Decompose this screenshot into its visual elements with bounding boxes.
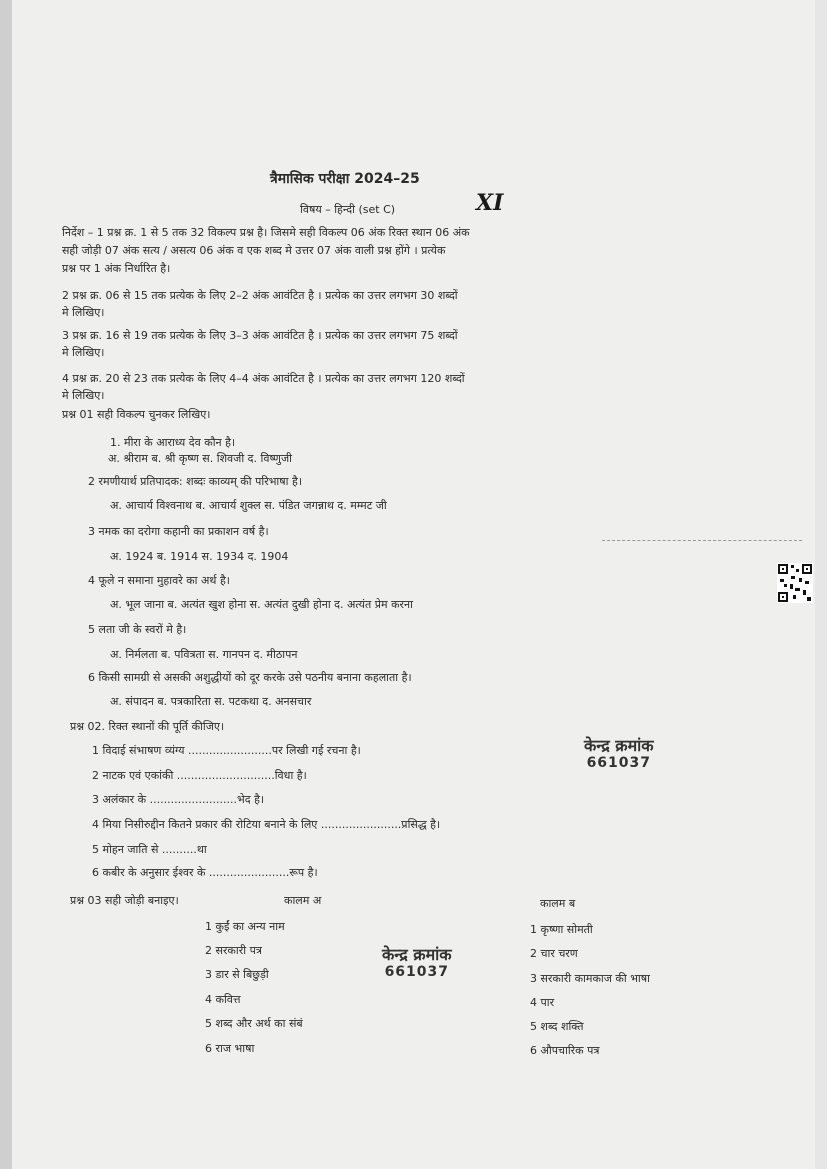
instruction-line: 2 प्रश्न क्र. 06 से 15 तक प्रत्येक के लिए 2–2 अंक आवंटित है । प्रत्येक का उत्तर लगभग 30 शब्दों (62, 289, 458, 302)
q3-col-b-title: कालम ब (540, 897, 576, 910)
q3-col-a-title: कालम अ (284, 894, 322, 907)
q1-question: 1. मीरा के आराध्य देव कौन है। (110, 436, 236, 449)
stamp-number: 661037 (586, 755, 652, 771)
q3-col-b-item: 1 कृष्णा सोमती (530, 923, 593, 936)
q1-options: अ. आचार्य विश्वनाथ ब. आचार्य शुक्ल स. पंडित जगन्नाथ द. मम्मट जी (110, 499, 387, 512)
instruction-line: मे लिखिए। (62, 389, 105, 402)
q1-options: अ. निर्मलता ब. पवित्रता स. गानपन द. मीठापन (110, 648, 298, 661)
q2-item: 2 नाटक एवं एकांकी ............................विधा है। (92, 769, 307, 782)
q3-col-a-item: 6 राज भाषा (205, 1042, 255, 1055)
q2-heading: प्रश्न 02. रिक्त स्थानों की पूर्ति कीजिए। (70, 720, 225, 733)
q3-col-a-item: 2 सरकारी पत्र (205, 944, 262, 957)
instruction-line: 3 प्रश्न क्र. 16 से 19 तक प्रत्येक के लिए 3–3 अंक आवंटित है । प्रत्येक का उत्तर लगभग 75 शब्दों (62, 329, 458, 342)
stamp-label: केन्द्र क्रमांक (584, 736, 654, 755)
q3-col-a-item: 3 डार से बिछुड़ी (205, 968, 269, 981)
instruction-line: निर्देश – 1 प्रश्न क्र. 1 से 5 तक 32 विकल्प प्रश्न है। जिसमे सही विकल्प 06 अंक रिक्त स्थान 06 अंक (62, 226, 470, 239)
exam-title: त्रैमासिक परीक्षा 2024–25 (270, 171, 420, 187)
center-code-stamp (584, 737, 654, 771)
q1-question: 4 फूले न समाना मुहावरे का अर्थ है। (88, 574, 230, 587)
q3-col-a-item: 4 कवित्त (205, 993, 241, 1006)
center-code-stamp (382, 946, 452, 980)
q1-options: अ. संपादन ब. पत्रकारिता स. पटकथा द. अनसचार (110, 695, 312, 708)
q1-question: 2 रमणीयार्थ प्रतिपादक: शब्दः काव्यम् की परिभाषा है। (88, 475, 302, 488)
divider-dashed (602, 540, 802, 541)
q3-col-b-item: 5 शब्द शक्ति (530, 1020, 584, 1033)
q3-col-b-item: 4 पार (530, 996, 555, 1009)
q1-options: अ. 1924 ब. 1914 स. 1934 द. 1904 (110, 550, 289, 563)
instruction-line: 4 प्रश्न क्र. 20 से 23 तक प्रत्येक के लिए 4–4 अंक आवंटित है । प्रत्येक का उत्तर लगभग 120 शब्दों (62, 372, 465, 385)
q2-item: 1 विदाई संभाषण व्यंग्य ........................पर लिखी गई रचना है। (92, 744, 361, 757)
q2-item: 6 कबीर के अनुसार ईश्वर के .......................रूप है। (92, 866, 318, 879)
q1-question: 3 नमक का दरोगा कहानी का प्रकाशन वर्ष है। (88, 525, 269, 538)
q2-item: 4 मिया निसीरुद्दीन कितने प्रकार की रोटिया बनाने के लिए .......................प्रसिद्ध है। (92, 818, 441, 831)
q3-col-b-item: 6 औपचारिक पत्र (530, 1044, 600, 1057)
q1-options: अ. श्रीराम ब. श्री कृष्ण स. शिवजी द. विष्णुजी (108, 452, 292, 465)
q2-item: 5 मोहन जाति से ..........था (92, 843, 207, 856)
page-shadow-left (0, 0, 12, 1169)
q3-heading: प्रश्न 03 सही जोड़ी बनाइए। (70, 894, 179, 907)
page-shadow-right (815, 0, 827, 1169)
stamp-label: केन्द्र क्रमांक (382, 945, 452, 964)
qr-code-icon (777, 563, 813, 603)
q1-question: 5 लता जी के स्वरों मे है। (88, 623, 187, 636)
exam-paper (12, 0, 815, 1169)
class-mark: XI (476, 190, 504, 216)
q1-heading: प्रश्न 01 सही विकल्प चुनकर लिखिए। (62, 408, 211, 421)
q1-question: 6 किसी सामग्री से असकी अशुद्धीयों को दूर करके उसे पठनीय बनाना कहलाता है। (88, 671, 412, 684)
subject-line: विषय – हिन्दी (set C) (300, 203, 396, 216)
instruction-line: प्रश्न पर 1 अंक निर्धारित है। (62, 262, 171, 275)
q1-options: अ. भूल जाना ब. अत्यंत खुश होना स. अत्यंत दुखी होना द. अत्यंत प्रेम करना (110, 598, 413, 611)
instruction-line: मे लिखिए। (62, 306, 105, 319)
stamp-number: 661037 (384, 964, 450, 980)
q3-col-a-item: 5 शब्द और अर्थ का संबं (205, 1017, 303, 1030)
q2-item: 3 अलंकार के .........................भेद है। (92, 793, 265, 806)
q3-col-b-item: 3 सरकारी कामकाज की भाषा (530, 972, 650, 985)
q3-col-a-item: 1 कुईं का अन्य नाम (205, 920, 285, 933)
instruction-line: मे लिखिए। (62, 346, 105, 359)
q3-col-b-item: 2 चार चरण (530, 947, 578, 960)
instruction-line: सही जोड़ी 07 अंक सत्य / असत्य 06 अंक व एक शब्द मे उत्तर 07 अंक वाली प्रश्न होंगे । प्रत्येक (62, 244, 446, 257)
